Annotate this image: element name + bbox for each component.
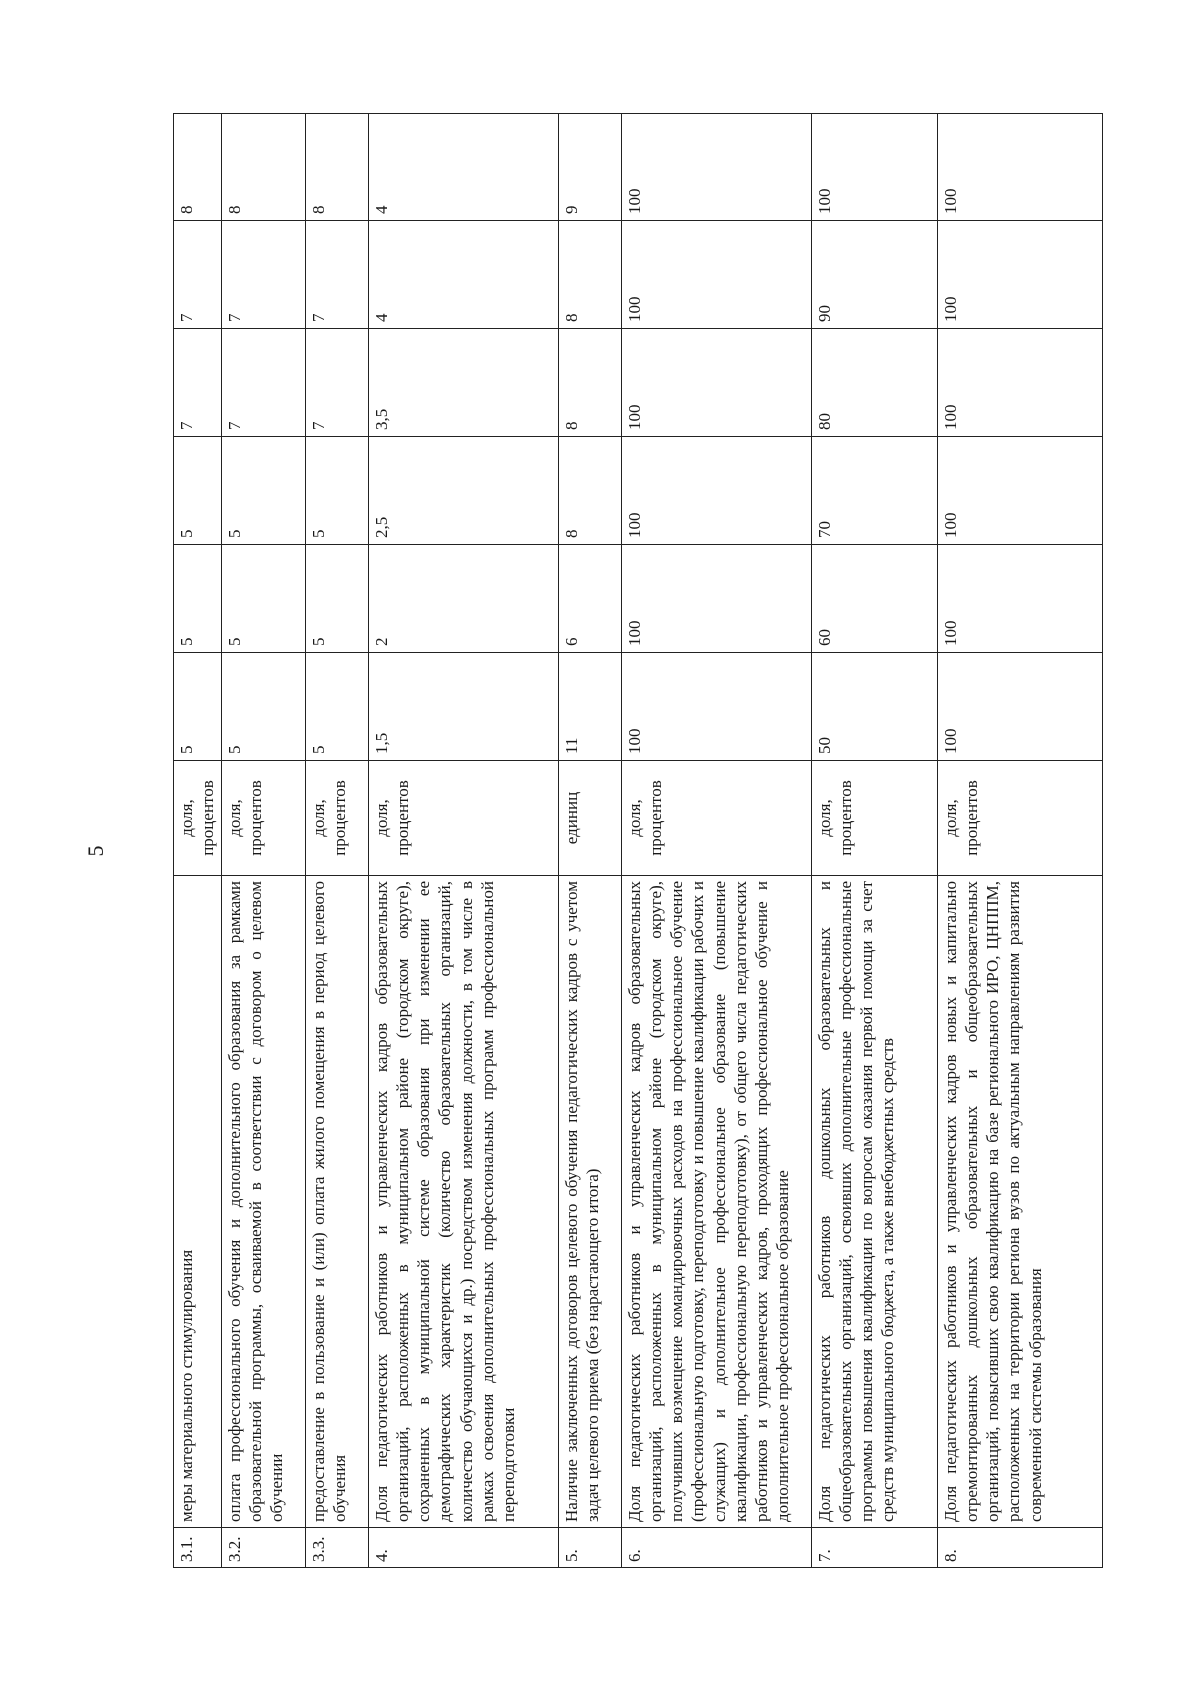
row-number: 8. — [937, 1528, 1102, 1568]
indicator-value: 100 — [937, 114, 1102, 221]
row-number: 4. — [368, 1528, 558, 1568]
indicator-value: 4 — [368, 221, 558, 329]
row-number: 7. — [811, 1528, 937, 1568]
indicator-value: 4 — [368, 114, 558, 221]
indicator-description: Доля педагогических работников и управленческих кадров образовательных организаций, расположенных в муниципальном районе (городском округе), сохраненных в муниципальной системе образования при изменении ее демографических характеристик (количество образовательных организаций, количество обучающихся и др.) посредством изменения должности, в том числе в рамках освоения дополнительных профессиональных программ профессиональной переподготовки — [368, 876, 558, 1528]
indicator-value: 8 — [558, 221, 621, 329]
indicator-value: 5 — [305, 653, 368, 761]
indicator-value: 5 — [174, 437, 222, 545]
table-row — [558, 114, 621, 1568]
unit-of-measure: доля, процентов — [221, 761, 305, 876]
indicator-value: 100 — [937, 329, 1102, 437]
indicators-table — [173, 113, 1103, 1568]
indicator-value: 7 — [305, 329, 368, 437]
indicator-value: 70 — [811, 437, 937, 545]
table-row — [305, 114, 368, 1568]
indicator-value: 100 — [937, 653, 1102, 761]
indicator-value: 2 — [368, 545, 558, 653]
indicator-value: 7 — [174, 221, 222, 329]
row-number: 5. — [558, 1528, 621, 1568]
indicator-value: 5 — [221, 653, 305, 761]
indicator-value: 80 — [811, 329, 937, 437]
indicator-value: 100 — [811, 114, 937, 221]
rotated-table-wrapper — [173, 114, 1098, 1568]
unit-of-measure: доля, процентов — [174, 761, 222, 876]
indicator-value: 8 — [305, 114, 368, 221]
indicator-value: 5 — [221, 545, 305, 653]
table-row — [221, 114, 305, 1568]
unit-of-measure: доля, процентов — [368, 761, 558, 876]
row-number: 6. — [621, 1528, 811, 1568]
indicator-value: 60 — [811, 545, 937, 653]
row-number: 3.2. — [221, 1528, 305, 1568]
indicator-value: 5 — [174, 545, 222, 653]
indicator-description: Доля педагогических работников и управленческих кадров образовательных организаций, расположенных в муниципальном районе (городском округе), получивших возмещение командировочных расходов на профессиональное обучение (профессиональную подготовку, переподготовку и повышение квалификации рабочих и служащих) и дополнительное профессиональное образование (повышение квалификации, профессиональную переподготовку), от общего числа педагогических работников и управленческих кадров, проходящих профессиональное обучение и дополнительное профессиональное образование — [621, 876, 811, 1528]
indicator-value: 90 — [811, 221, 937, 329]
indicator-value: 8 — [558, 329, 621, 437]
page-number: 5 — [83, 845, 108, 857]
unit-of-measure: доля, процентов — [305, 761, 368, 876]
indicator-value: 100 — [621, 545, 811, 653]
indicator-value: 5 — [305, 545, 368, 653]
indicator-value: 7 — [221, 221, 305, 329]
indicator-value: 7 — [221, 329, 305, 437]
unit-of-measure: единиц — [558, 761, 621, 876]
indicator-value: 2,5 — [368, 437, 558, 545]
indicator-value: 5 — [305, 437, 368, 545]
indicator-value: 100 — [621, 221, 811, 329]
unit-of-measure: доля, процентов — [621, 761, 811, 876]
indicator-value: 50 — [811, 653, 937, 761]
indicator-value: 100 — [621, 329, 811, 437]
indicator-value: 9 — [558, 114, 621, 221]
indicator-description: оплата профессионального обучения и дополнительного образования за рамками образовательной программы, осваиваемой в соответствии с договором о целевом обучении — [221, 876, 305, 1528]
row-number: 3.3. — [305, 1528, 368, 1568]
table-row — [621, 114, 811, 1568]
indicator-value: 100 — [621, 437, 811, 545]
indicator-value: 8 — [174, 114, 222, 221]
indicator-value: 5 — [221, 437, 305, 545]
indicator-description: Доля педагогических работников дошкольных образовательных и общеобразовательных организаций, освоивших дополнительные профессиональные программы повышения квалификации по вопросам оказания первой помощи за счет средств муниципального бюджета, а также внебюджетных средств — [811, 876, 937, 1528]
indicator-value: 11 — [558, 653, 621, 761]
table-body — [174, 114, 1103, 1568]
indicator-value: 5 — [174, 653, 222, 761]
table-row — [174, 114, 222, 1568]
indicator-value: 7 — [305, 221, 368, 329]
indicator-description: Доля педагогических работников и управленческих кадров новых и капитально отремонтированных дошкольных образовательных и общеобразовательных организаций, повысивших свою квалификацию на базе регионального ИРО, ЦНППМ, расположенных на территории региона вузов по актуальным направлениям развития современной системы образования — [937, 876, 1102, 1528]
indicator-value: 100 — [937, 545, 1102, 653]
indicator-description: меры материального стимулирования — [174, 876, 222, 1528]
indicator-value: 3,5 — [368, 329, 558, 437]
unit-of-measure: доля, процентов — [937, 761, 1102, 876]
indicator-value: 7 — [174, 329, 222, 437]
indicator-value: 8 — [558, 437, 621, 545]
indicator-value: 100 — [937, 221, 1102, 329]
table-row — [368, 114, 558, 1568]
table-row — [811, 114, 937, 1568]
unit-of-measure: доля, процентов — [811, 761, 937, 876]
indicator-value: 1,5 — [368, 653, 558, 761]
table-row — [937, 114, 1102, 1568]
indicator-value: 100 — [621, 653, 811, 761]
indicator-description: Наличие заключенных договоров целевого обучения педагогических кадров с учетом задач целевого приема (без нарастающего итога) — [558, 876, 621, 1528]
indicator-value: 100 — [621, 114, 811, 221]
indicator-value: 100 — [937, 437, 1102, 545]
indicator-description: предоставление в пользование и (или) оплата жилого помещения в период целевого обучения — [305, 876, 368, 1528]
indicator-value: 8 — [221, 114, 305, 221]
row-number: 3.1. — [174, 1528, 222, 1568]
indicator-value: 6 — [558, 545, 621, 653]
